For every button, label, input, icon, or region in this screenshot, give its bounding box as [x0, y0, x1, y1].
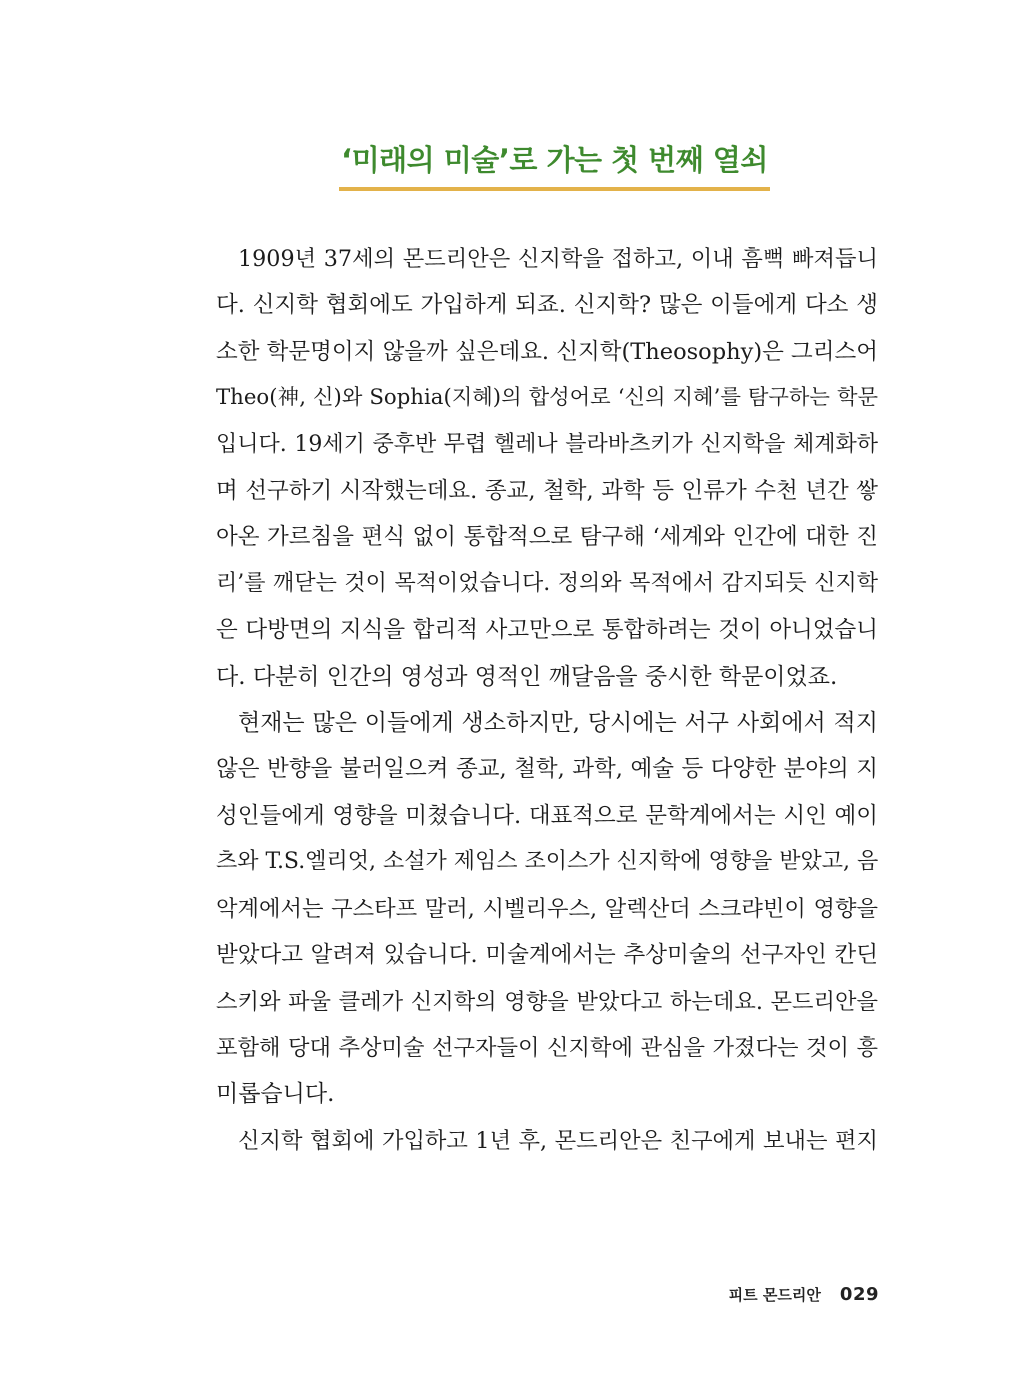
running-title: 피트 몬드리안 — [728, 1286, 821, 1304]
paragraph-1 — [216, 236, 878, 700]
body-text — [216, 236, 878, 1164]
section-title-wrapper — [0, 138, 1013, 191]
text-line: 미롭습니다. — [216, 1081, 335, 1108]
text-line: 포함해 당대 추상미술 선구자들이 신지학에 관심을 가졌다는 것이 흥 — [216, 1034, 878, 1061]
paragraph-2 — [216, 700, 878, 1118]
text-line: 신지학 협회에 가입하고 1년 후, 몬드리안은 친구에게 보내는 편지 — [238, 1127, 878, 1154]
text-line: 받았다고 알려져 있습니다. 미술계에서는 추상미술의 선구자인 칸딘 — [216, 942, 878, 969]
text-line: 리’를 깨닫는 것이 목적이었습니다. 정의와 목적에서 감지되듯 신지학 — [216, 570, 878, 596]
text-line: 소한 학문명이지 않을까 싶은데요. 신지학(Theosophy)은 그리스어 — [216, 338, 878, 365]
text-line: 성인들에게 영향을 미쳤습니다. 대표적으로 문학계에서는 시인 예이 — [216, 802, 878, 829]
text-line: 스키와 파울 클레가 신지학의 영향을 받았다고 하는데요. 몬드리안을 — [216, 988, 878, 1015]
section-title: ‘미래의 미술’로 가는 첫 번째 열쇠 — [339, 138, 770, 191]
text-line: 악계에서는 구스타프 말러, 시벨리우스, 알렉산더 스크랴빈이 영향을 — [216, 895, 878, 922]
text-line: 다. 신지학 협회에도 가입하게 되죠. 신지학? 많은 이들에게 다소 생 — [216, 292, 878, 319]
text-line: Theo(神, 신)와 Sophia(지혜)의 합성어로 ‘신의 지혜’를 탐구하는 학문 — [216, 385, 878, 411]
text-line: 않은 반향을 불러일으켜 종교, 철학, 과학, 예술 등 다양한 분야의 지 — [216, 756, 878, 783]
paragraph-3 — [216, 1118, 878, 1164]
text-line: 은 다방면의 지식을 합리적 사고만으로 통합하려는 것이 아니었습니 — [216, 617, 878, 644]
text-line: 1909년 37세의 몬드리안은 신지학을 접하고, 이내 흠뻑 빠져듭니 — [238, 246, 878, 272]
text-line: 츠와 T.S.엘리엇, 소설가 제임스 조이스가 신지학에 영향을 받았고, 음 — [216, 849, 879, 875]
text-line: 입니다. 19세기 중후반 무렵 헬레나 블라바츠키가 신지학을 체계화하 — [216, 431, 878, 457]
page-footer — [729, 1284, 879, 1305]
text-line: 다. 다분히 인간의 영성과 영적인 깨달음을 중시한 학문이었죠. — [216, 663, 838, 690]
text-line: 아온 가르침을 편식 없이 통합적으로 탐구해 ‘세계와 인간에 대한 진 — [216, 524, 878, 551]
text-line: 며 선구하기 시작했는데요. 종교, 철학, 과학 등 인류가 수천 년간 쌓 — [216, 478, 878, 505]
text-line: 현재는 많은 이들에게 생소하지만, 당시에는 서구 사회에서 적지 — [238, 710, 878, 737]
page-number: 029 — [839, 1284, 879, 1305]
